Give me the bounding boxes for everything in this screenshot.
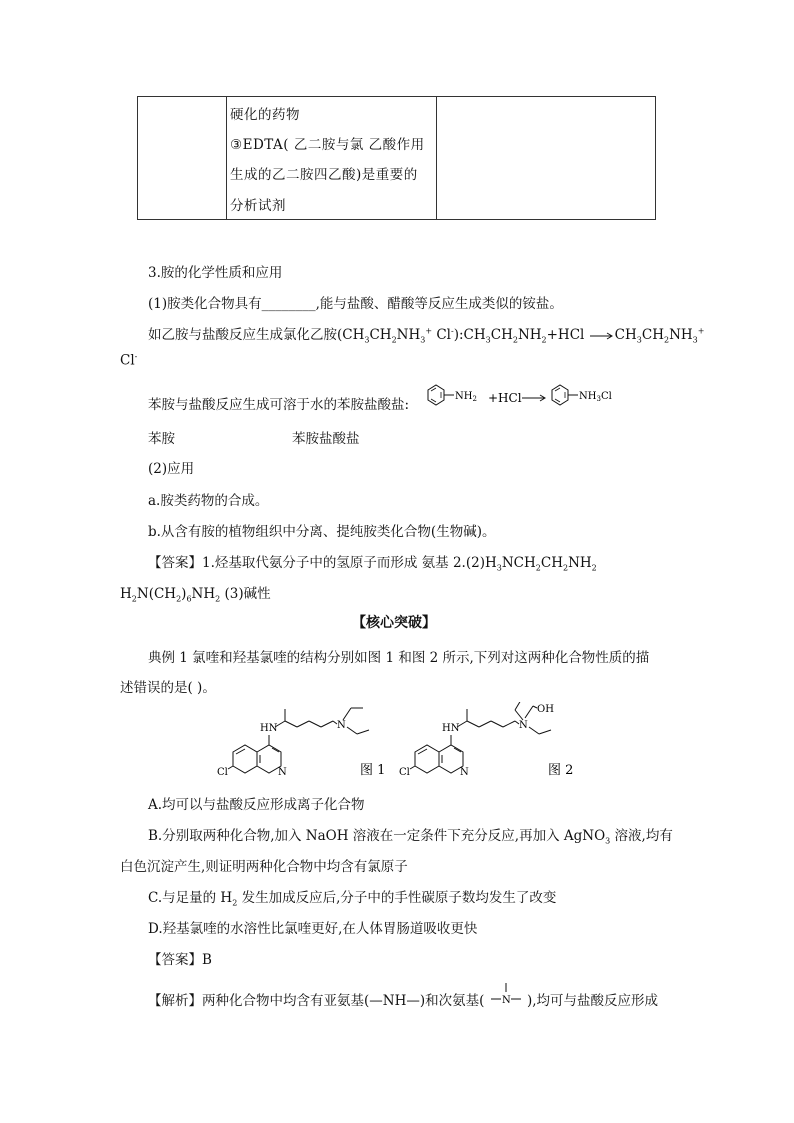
atom-label: HN xyxy=(442,723,460,734)
option-b-cont: 白色沉淀产生,则证明两种化合物中均含有氯原子 xyxy=(120,859,408,875)
atom-label: N xyxy=(519,720,528,731)
figure-label: 图 1 xyxy=(360,763,386,778)
table-cell-line: 分析试剂 xyxy=(230,198,286,214)
table-divider-2 xyxy=(436,97,437,219)
atom-label: HN xyxy=(260,723,278,734)
label-aniline-salt: 苯胺盐酸盐 xyxy=(292,431,360,447)
option-d: D.羟基氯喹的水溶性比氯喹更好,在人体胃肠道吸收更快 xyxy=(148,921,478,937)
atom-label: N xyxy=(460,767,469,778)
tertiary-amine-icon xyxy=(489,983,523,1007)
aniline-reaction-diagram xyxy=(420,381,640,415)
atom-label: N xyxy=(337,720,346,731)
label-aniline: 苯胺 xyxy=(148,431,175,447)
atom-label: OH xyxy=(537,704,554,715)
nh3cl-label: $NH_3Cl$ xyxy=(579,391,612,403)
paragraph: (2)应用 xyxy=(148,461,195,477)
continuation-table xyxy=(137,96,656,220)
section-title: 3.胺的化学性质和应用 xyxy=(148,265,283,281)
equation-ethylamine: 如乙胺与盐酸反应生成氯化乙胺($CH_3CH_2NH_3^+$ $Cl^-):CH_3CH_2NH_2+HCl$ $CH_3CH_2NH_3^+$ xyxy=(148,326,705,345)
atom-label: Cl xyxy=(399,767,410,778)
option-c: C.与足量的 $H_2$ 发生加成反应后,分子中的手性碳原子数均发生了改变 xyxy=(148,890,557,908)
table-cell-line: 生成的乙二胺四乙酸)是重要的 xyxy=(230,167,418,183)
analysis-line: 【解析】两种化合物中均含有亚氨基(—NH—)和次氨基( N ),均可与盐酸反应形成 xyxy=(148,989,658,1009)
answer-line: 【答案】1.烃基取代氨分子中的氢原子而形成 氨基 $2.(2)H_3NCH_2CH_2NH_2$ xyxy=(148,555,597,573)
hcl-label: +HCl xyxy=(488,391,522,405)
paragraph-aniline: 苯胺与盐酸反应生成可溶于水的苯胺盐酸盐: xyxy=(148,397,410,413)
hydroxychloroquine-structure xyxy=(410,702,551,773)
paragraph: (1)胺类化合物具有________,能与盐酸、醋酸等反应生成类似的铵盐。 xyxy=(148,296,563,312)
nh2-label: $NH_2$ xyxy=(455,391,477,403)
chloroquine-structure xyxy=(228,708,369,773)
paragraph: a.胺类药物的合成。 xyxy=(148,493,269,509)
atom-label: N xyxy=(278,767,287,778)
table-divider-1 xyxy=(226,97,227,219)
paragraph: b.从含有胺的植物组织中分离、提纯胺类化合物(生物碱)。 xyxy=(148,524,496,540)
equation-continuation: Cl- xyxy=(120,352,138,369)
figure-label: 图 2 xyxy=(548,763,574,778)
answer: 【答案】B xyxy=(148,952,212,968)
reaction-arrow-icon xyxy=(589,331,615,341)
table-cell-line: 硬化的药物 xyxy=(230,107,300,123)
answer-line: $H_2N(CH_2)_6NH_2$ (3)碱性 xyxy=(120,586,271,604)
structure-figures xyxy=(215,702,615,784)
table-cell-line: ③EDTA( 乙二胺与氯 乙酸作用 xyxy=(230,137,425,153)
section-heading: 【核心突破】 xyxy=(352,615,436,631)
example-question: 典例 1 氯喹和羟基氯喹的结构分别如图 1 和图 2 所示,下列对这两种化合物性质的描 xyxy=(148,650,650,666)
option-b: B.分别取两种化合物,加入 NaOH 溶液在一定条件下充分反应,再加入 AgNO$_3$ 溶液,均有 xyxy=(148,828,673,846)
svg-text:N: N xyxy=(501,994,511,1006)
atom-label: Cl xyxy=(217,767,228,778)
option-a: A.均可以与盐酸反应形成离子化合物 xyxy=(148,797,365,813)
example-question-cont: 述错误的是( )。 xyxy=(120,680,216,696)
